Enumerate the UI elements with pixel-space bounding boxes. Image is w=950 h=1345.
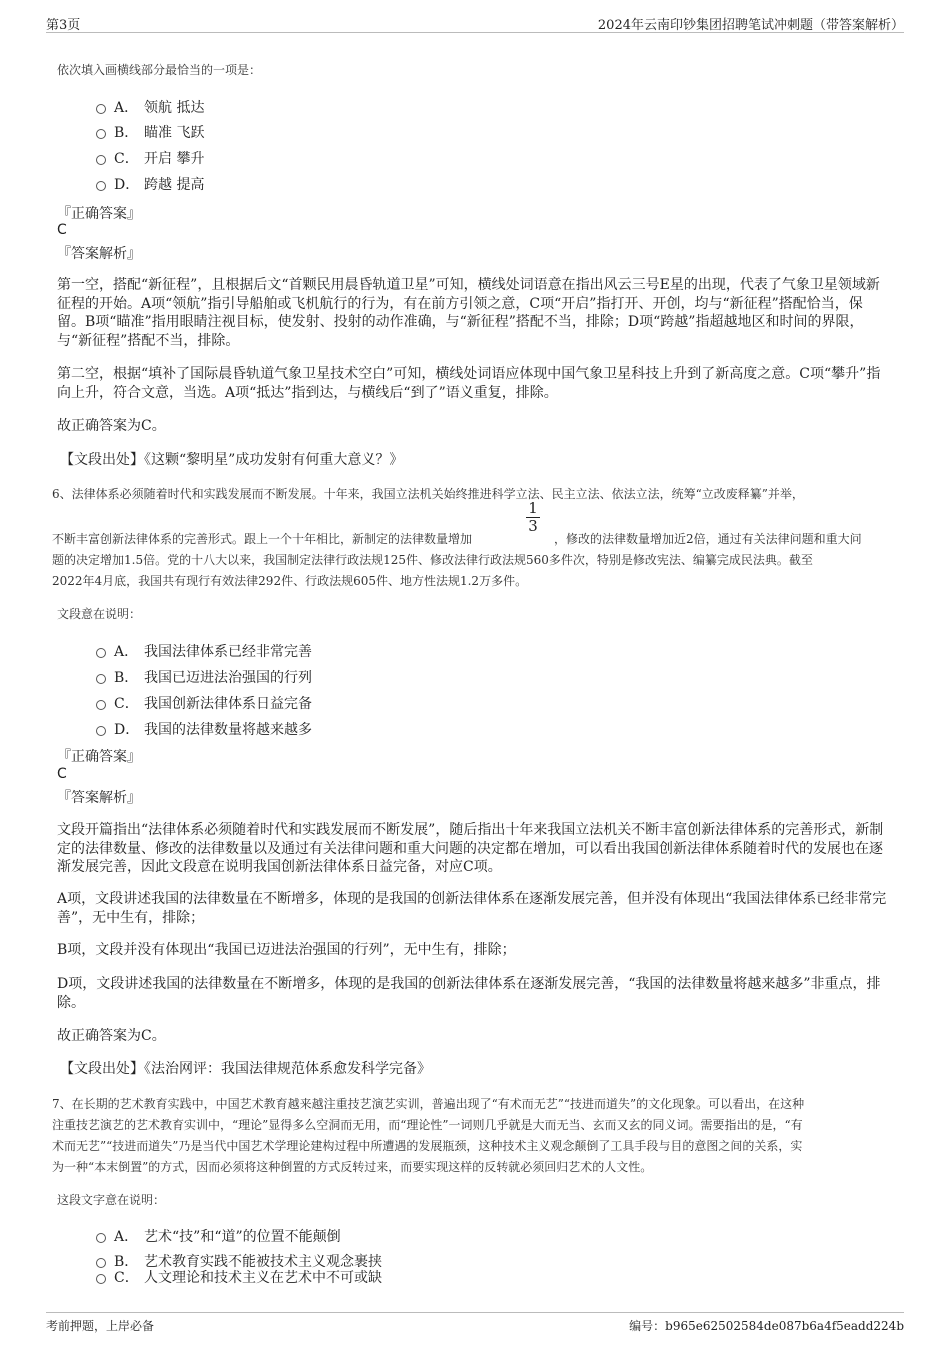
radio-icon[interactable] <box>96 1233 106 1243</box>
q6-text-line4: 2022年4月底，我国共有现行有效法律292件、行政法规605件、地方性法规1.2万多件。 <box>52 574 528 588</box>
document-title: 2024年云南印钞集团招聘笔试冲刺题（带答案解析） <box>597 18 904 33</box>
fraction-denominator: 3 <box>528 517 538 535</box>
q6-option-c[interactable]: C． 我国创新法律体系日益完备 <box>96 693 312 713</box>
q6-answer: C <box>57 766 67 782</box>
radio-icon[interactable] <box>96 648 106 658</box>
radio-icon[interactable] <box>96 155 106 165</box>
source-title: 《这颗“黎明星”成功发射有何重大意义？》 <box>144 452 404 468</box>
q6-text-line3: 题的决定增加1.5倍。党的十八大以来，我国制定法律行政法规125件、修改法律行政法规560多件次，特别是修改宪法、编纂完成民法典。截至 <box>52 553 813 567</box>
q7-text-line3: 术而无艺”“技进而道失”乃是当代中国艺术学理论建构过程中所遭遇的发展瓶颈，这种技术主义观念颠倒了工具手段与目的意图之间的关系，实 <box>52 1139 803 1153</box>
q6-analysis-p1: 文段开篇指出“法律体系必须随着时代和实践发展而不断发展”，随后指出十年来我国立法机关不断丰富创新法律体系的完善形式，新制定的法律数量、修改的法律数量以及通过有关法律问题和重大问题的决定都在增加，可以看出我国创新法律体系随着时代的发展也在逐渐发展完善，因此文段意在说明我国创新法律体系日益完备，对应C项。 <box>57 822 884 875</box>
q6-analysis-p4: D项，文段讲述我国的法律数量在不断增多，体现的是我国的创新法律体系在逐渐发展完善，“我国的法律数量将越来越多”非重点，排除。 <box>57 976 881 1011</box>
q5-source <box>60 451 403 470</box>
q6-source <box>60 1060 431 1079</box>
q7-text-line2: 注重技艺演艺的艺术教育实训中，“理论”显得多么空洞而无用，而“理论性”一词则几乎就是大而无当、玄而又玄的同义词。需要指出的是，“有 <box>52 1118 803 1132</box>
page-header <box>46 14 904 33</box>
radio-icon[interactable] <box>96 674 106 684</box>
q5-analysis-p2: 第二空，根据“填补了国际晨昏轨道气象卫星技术空白”可知，横线处词语应体现中国气象卫星科技上升到了新高度之意。C项“攀升”指向上升，符合文意，当选。A项“抵达”指到达，与横线后“到了”语义重复，排除。 <box>57 366 881 401</box>
q6-analysis-p3: B项，文段并没有体现出“我国已迈进法治强国的行列”，无中生有，排除； <box>57 942 516 958</box>
radio-icon[interactable] <box>96 104 106 114</box>
q5-option-d[interactable]: D． 跨越 提高 <box>96 174 204 194</box>
radio-icon[interactable] <box>96 1274 106 1284</box>
fraction-numerator: 1 <box>526 500 540 518</box>
q5-answer: C <box>57 222 67 238</box>
q5-answer-label: 『正确答案』 <box>57 206 141 222</box>
q6-answer-label: 『正确答案』 <box>57 749 141 765</box>
q6-option-a[interactable]: A． 我国法律体系已经非常完善 <box>96 641 312 661</box>
page-footer <box>46 1312 904 1337</box>
q5-option-b[interactable]: B． 瞄准 飞跃 <box>96 122 204 142</box>
source-title: 《法治网评：我国法律规范体系愈发科学完备》 <box>144 1061 431 1077</box>
q7-text-line4: 为一种“本末倒置”的方式，因而必须将这种倒置的方式反转过来，而要实现这样的反转就必须回归艺术的人文性。 <box>52 1160 653 1174</box>
fraction-one-third <box>526 500 540 535</box>
q5-prompt: 依次填入画横线部分最恰当的一项是： <box>57 63 262 77</box>
q6-analysis-p5: 故正确答案为C。 <box>57 1028 166 1044</box>
q6-text-line2a: 不断丰富创新法律体系的完善形式。跟上一个十年相比，新制定的法律数量增加 <box>52 532 473 546</box>
q7-text-line1: 7、在长期的艺术教育实践中，中国艺术教育越来越注重技艺演艺实训，普遍出现了“有术而无艺”“技进而道失”的文化现象。可以看出，在这种 <box>52 1097 805 1111</box>
footer-slogan: 考前押题，上岸必备 <box>46 1319 155 1333</box>
q6-text-line1: 6、法律体系必须随着时代和实践发展而不断发展。十年来，我国立法机关始终推进科学立法、民主立法、依法立法，统筹“立改废释纂”并举， <box>52 487 804 501</box>
q5-analysis-p3: 故正确答案为C。 <box>57 418 166 434</box>
q6-option-b[interactable]: B． 我国已迈进法治强国的行列 <box>96 667 312 687</box>
q6-prompt: 文段意在说明： <box>57 607 142 621</box>
q5-analysis-p1: 第一空，搭配“新征程”，且根据后文“首颗民用晨昏轨道卫星”可知，横线处词语意在指出风云三号E星的出现，代表了气象卫星领域新征程的开始。A项“领航”指引导船舶或飞机航行的行为，有在前方引领之意，C项“开启”指打开、开创，均与“新征程”搭配恰当，保留。B项“瞄准”指用眼睛注视目标，使发射、投射的动作准确，与“新征程”搭配不当，排除；D项“跨越”指超越地区和时间的界限，与“新征程”搭配不当，排除。 <box>57 277 880 349</box>
source-label: 【文段出处】 <box>60 452 144 468</box>
radio-icon[interactable] <box>96 181 106 191</box>
radio-icon[interactable] <box>96 700 106 710</box>
q5-analysis-label: 『答案解析』 <box>57 246 141 262</box>
q6-option-d[interactable]: D． 我国的法律数量将越来越多 <box>96 719 312 739</box>
radio-icon[interactable] <box>96 726 106 736</box>
q5-option-a[interactable]: A． 领航 抵达 <box>96 97 204 117</box>
q6-analysis-p2: A项，文段讲述我国的法律数量在不断增多，体现的是我国的创新法律体系在逐渐发展完善，但并没有体现出“我国法律体系已经非常完善”，无中生有，排除； <box>57 891 887 926</box>
q7-prompt: 这段文字意在说明： <box>57 1193 166 1207</box>
q7-option-b[interactable]: B． 艺术教育实践不能被技术主义观念裹挟 <box>96 1251 382 1271</box>
radio-icon[interactable] <box>96 129 106 139</box>
document-id: 编号：b965e62502584de087b6a4f5eadd224b <box>629 1319 904 1333</box>
page-number: 第3页 <box>46 18 81 33</box>
q7-option-c[interactable]: C． 人文理论和技术主义在艺术中不可或缺 <box>96 1267 382 1287</box>
q6-analysis-label: 『答案解析』 <box>57 790 141 806</box>
q7-option-a[interactable]: A． 艺术“技”和“道”的位置不能颠倒 <box>96 1226 341 1246</box>
q6-text-line2b: ，修改的法律数量增加近2倍，通过有关法律问题和重大问 <box>554 532 862 546</box>
q5-option-c[interactable]: C． 开启 攀升 <box>96 148 204 168</box>
source-label: 【文段出处】 <box>60 1061 144 1077</box>
